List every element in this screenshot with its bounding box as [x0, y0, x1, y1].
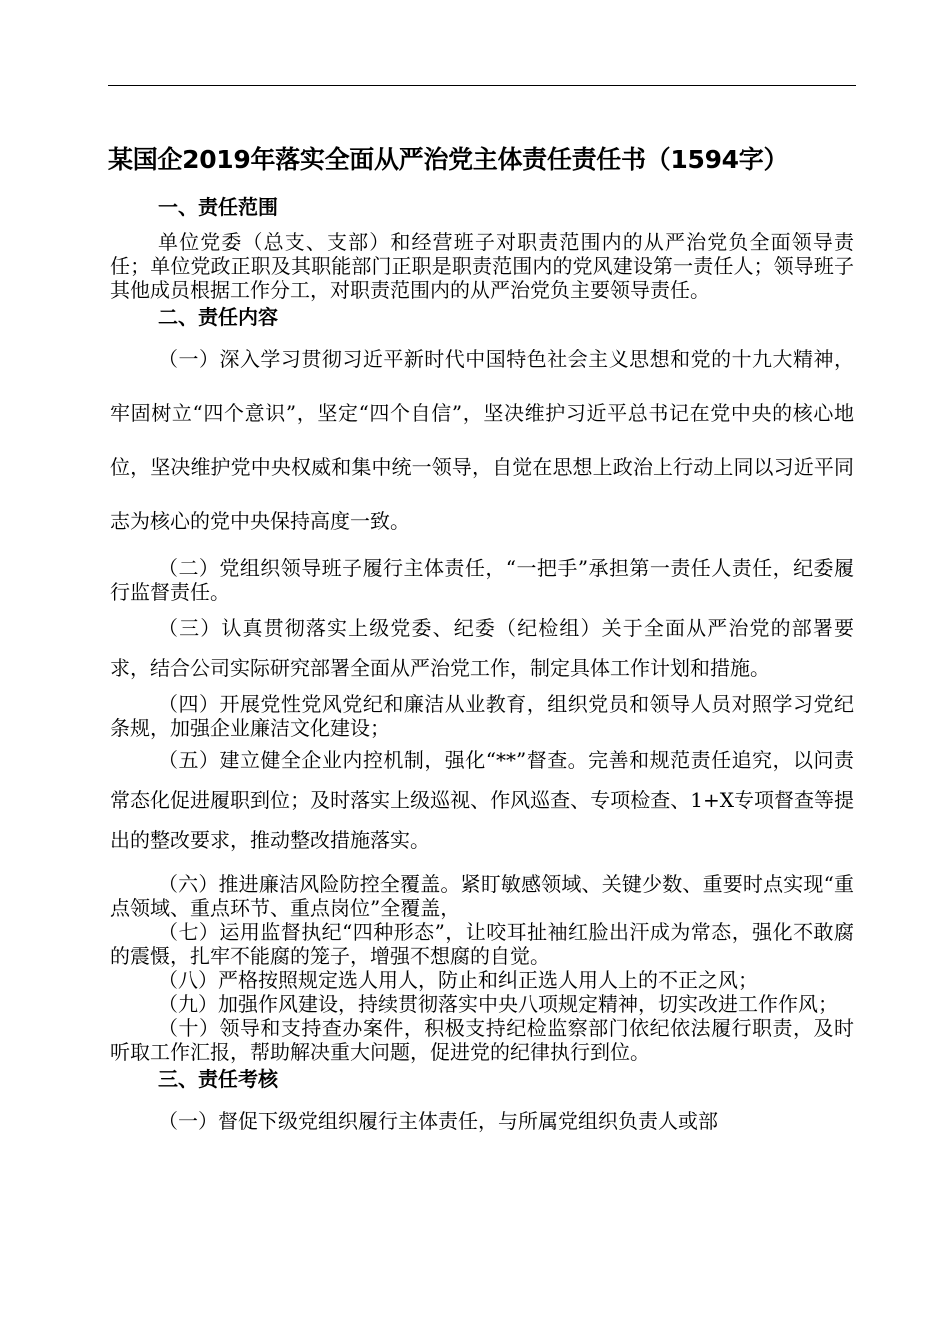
document-title: 某国企2019年落实全面从严治党主体责任责任书（1594字） — [108, 145, 789, 174]
header-rule — [108, 85, 856, 86]
content-item-1: （一）深入学习贯彻习近平新时代中国特色社会主义思想和党的十九大精神，牢固树立“四个意识”，坚定“四个自信”，坚决维护习近平总书记在党中央的核心地位，坚决维护党中央权威和集中统一领导，自觉在思想上政治上行动上同以习近平同志为核心的党中央保持高度一致。 — [110, 347, 854, 533]
section-heading-scope: 一、责任范围 — [158, 195, 278, 219]
content-item-6: （六）推进廉洁风险防控全覆盖。紧盯敏感领域、关键少数、重要时点实现“重点领域、重点环节、重点岗位”全覆盖， — [110, 872, 854, 920]
document-body — [110, 192, 854, 1148]
content-item-10: （十）领导和支持查办案件，积极支持纪检监察部门依纪依法履行职责，及时听取工作汇报，帮助解决重大问题，促进党的纪律执行到位。 — [110, 1016, 854, 1064]
content-item-8: （八）严格按照规定选人用人，防止和纠正选人用人上的不正之风； — [158, 968, 758, 992]
section-heading-assessment: 三、责任考核 — [158, 1067, 278, 1091]
content-item-7: （七）运用监督执纪“四种形态”，让咬耳扯袖红脸出汗成为常态，强化不敢腐的震慑，扎牢不能腐的笼子，增强不想腐的自觉。 — [110, 920, 854, 968]
content-item-3: （三）认真贯彻落实上级党委、纪委（纪检组）关于全面从严治党的部署要求，结合公司实际研究部署全面从严治党工作，制定具体工作计划和措施。 — [110, 616, 854, 680]
content-item-4: （四）开展党性党风党纪和廉洁从业教育，组织党员和领导人员对照学习党纪条规，加强企业廉洁文化建设； — [110, 692, 854, 740]
content-item-5: （五）建立健全企业内控机制，强化“**”督查。完善和规范责任追究，以问责常态化促进履职到位；及时落实上级巡视、作风巡查、专项检查、1+X专项督查等提出的整改要求，推动整改措施落实。 — [110, 748, 854, 852]
content-item-2: （二）党组织领导班子履行主体责任，“一把手”承担第一责任人责任，纪委履行监督责任。 — [110, 556, 854, 604]
assessment-item-1: （一）督促下级党组织履行主体责任，与所属党组织负责人或部 — [158, 1109, 718, 1133]
section-heading-content: 二、责任内容 — [158, 305, 278, 329]
content-item-9: （九）加强作风建设，持续贯彻落实中央八项规定精神，切实改进工作作风； — [158, 992, 838, 1016]
paragraph-scope: 单位党委（总支、支部）和经营班子对职责范围内的从严治党负全面领导责任；单位党政正职及其职能部门正职是职责范围内的党风建设第一责任人；领导班子其他成员根据工作分工，对职责范围内的从严治党负主要领导责任。 — [110, 230, 854, 302]
